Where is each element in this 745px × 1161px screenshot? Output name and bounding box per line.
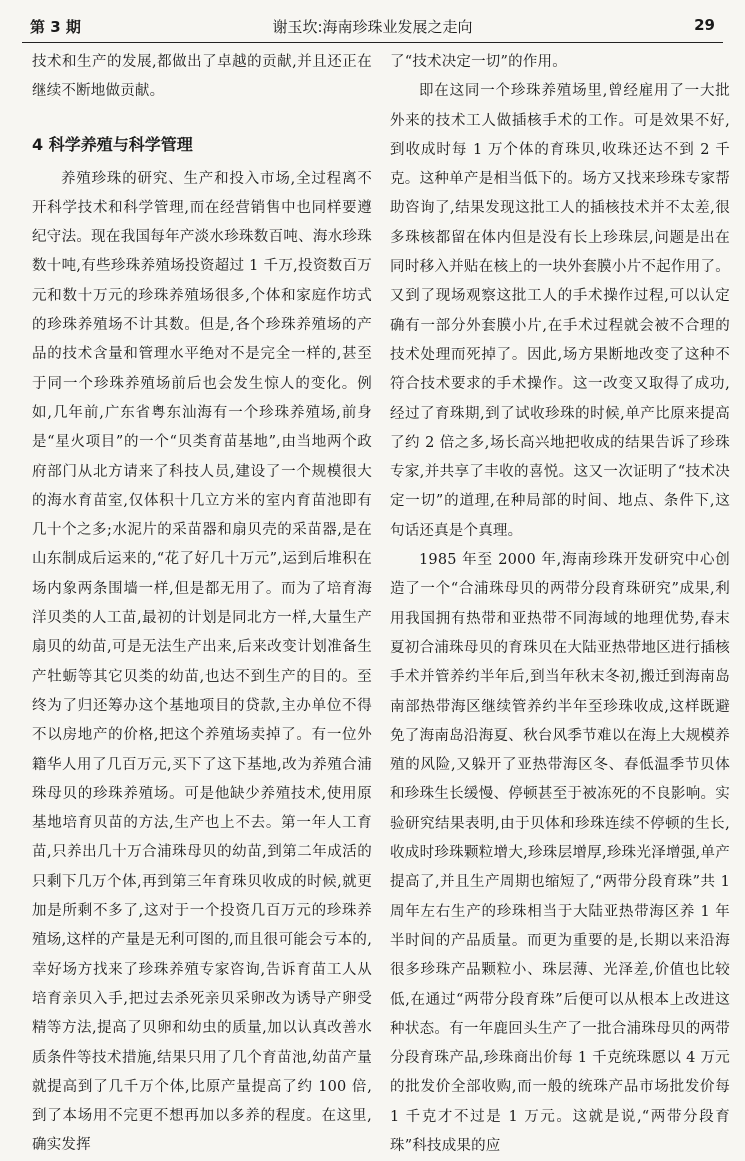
body-paragraph: 即在这同一个珍珠养殖场里,曾经雇用了一大批外来的技术工人做插核手术的工作。可是效果不好,到收成时每 1 万个体的育珠贝,收珠还达不到 2 千克。这种单产是相当低下的。场方又找来珍珠专家帮助咨询了,结果发现这批工人的插核技术并不太差,很多珠核都留在体内但是没有长上珍珠层,问题是出在同时移入并贴在核上的一块外套膜小片不起作用了。又到了现场观察这批工人的手术操作过程,可以认定确有一部分外套膜小片,在手术过程就会被不合理的技术处理而死掉了。因此,场方果断地改变了这种不符合技术要求的手术操作。这一改变又取得了成功,经过了育珠期,到了试收珍珠的时候,单产比原来提高了约 2 倍之多,场长高兴地把收成的结果告诉了珍珠专家,并共享了丰收的喜悦。这又一次证明了“技术决定一切”的道理,在种局部的时间、地点、条件下,这句话还真是个真理。 [390, 83, 730, 539]
right-column [390, 48, 730, 1154]
section-heading: 4 科学养殖与科学管理 [32, 134, 193, 154]
article-running-title: 谢玉坎:海南珍珠业发展之走向 [272, 18, 473, 36]
continued-paragraph: 了“技术决定一切”的作用。 [390, 54, 567, 70]
body-paragraph: 养殖珍珠的研究、生产和投入市场,全过程离不开科学技术和科学管理,而在经营销售中也同样要遵纪守法。现在我国每年产淡水珍珠数百吨、海水珍珠数十吨,有些珍珠养殖场投资超过 1 千万,投资数百万元和数十万元的珍珠养殖场很多,个体和家庭作坊式的珍珠养殖场不计其数。但是,各个珍珠养殖场的产品的技术含量和管理水平绝对不是完全一样的,甚至于同一个珍珠养殖场前后也会发生惊人的变化。例如,几年前,广东省粤东汕海有一个珍珠养殖场,前身是“星火项目”的一个“贝类育苗基地”,由当地两个政府部门从北方请来了科技人员,建设了一个规模很大的海水育苗室,仅体积十几立方米的室内育苗池即有几十个之多;水泥片的采苗器和扇贝壳的采苗器,是在山东制成后运来的,“花了好几十万元”,运到后堆积在场内象两条围墙一样,但是都无用了。而为了培育海洋贝类的人工苗,最初的计划是同北方一样,大量生产扇贝的幼苗,可是无法生产出来,后来改变计划准备生产牡蛎等其它贝类的幼苗,也达不到生产的目的。至终为了归还筹办这个基地项目的贷款,主办单位不得不以房地产的价格,把这个养殖场卖掉了。有一位外籍华人用了几百万元,买下了这下基地,改为养殖合浦珠母贝的珍珠养殖场。可是他缺少养殖技术,使用原基地培育贝苗的方法,生产也上不去。第一年人工育苗,只养出几十万合浦珠母贝的幼苗,到第二年成活的只剩下几万个体,再到第三年育珠贝收成的时候,就更加是所剩不多了,这对于一个投资几百万元的珍珠养殖场,这样的产量是无利可图的,而且很可能会亏本的,幸好场方找来了珍珠养殖专家咨询,告诉育苗工人从培育亲贝入手,把过去杀死亲贝采卵改为诱导产卵受精等方法,提高了贝卵和幼虫的质量,加以认真改善水质条件等技术措施,结果只用了几个育苗池,幼苗产量就提高到了几千万个体,比原产量提高了约 100 倍,到了本场用不完更不想再加以多养的程度。在这里,确实发挥 [32, 170, 372, 1154]
body-paragraph: 1985 年至 2000 年,海南珍珠开发研究中心创造了一个“合浦珠母贝的两带分段育珠研究”成果,利用我国拥有热带和亚热带不同海域的地理优势,春末夏初合浦珠母贝的育珠贝在大陆亚热带地区进行插核手术并管养约半年后,到当年秋末冬初,搬迁到海南岛南部热带海区继续管养约半年至珍珠收成,这样既避免了海南岛沿海夏、秋台风季节难以在海上大规模养殖的风险,又躲开了亚热带海区冬、春低温季节贝体和珍珠生长缓慢、停顿甚至于被冻死的不良影响。实验研究结果表明,由于贝体和珍珠连续不停顿的生长,收成时珍珠颗粒增大,珍珠层增厚,珍珠光泽增强,单产提高了,并且生产周期也缩短了,“两带分段育珠”共 1 周年左右生产的珍珠相当于大陆亚热带海区养 1 年半时间的产品质量。而更为重要的是,长期以来沿海很多珍珠产品颗粒小、珠层薄、光泽差,价值也比较低,在通过“两带分段育珠”后便可以从根本上改进这种状态。有一年鹿回头生产了一批合浦珠母贝的两带分段育珠产品,珍珠商出价每 1 千克统珠愿以 4 万元的批发价全部收购,而一般的统珠产品市场批发价每 1 千克才不过是 1 万元。这就是说,“两带分段育珠”科技成果的应 [390, 552, 730, 1154]
continued-paragraph: 技术和生产的发展,都做出了卓越的贡献,并且还正在继续不断地做贡献。 [32, 54, 372, 100]
left-column [32, 48, 372, 1154]
running-header [22, 10, 723, 43]
issue-label: 第 3 期 [30, 18, 81, 36]
page-number: 29 [694, 16, 715, 34]
